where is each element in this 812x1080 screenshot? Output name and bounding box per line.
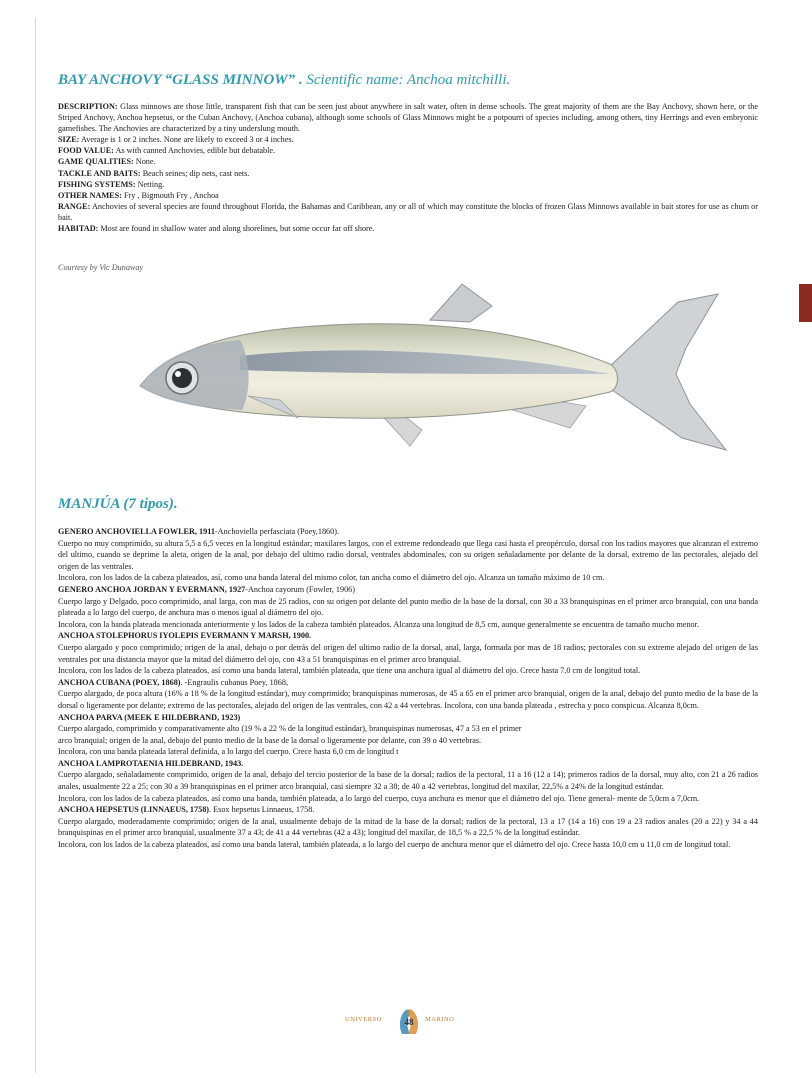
genus-description: arco branquial; origen de la anal, debajo del punto medio de la base de la dorsal o ligeramente por delante, con 39 o 40 vertebras.	[58, 735, 482, 745]
info-label: RANGE:	[58, 201, 91, 211]
footer-brand-right: MARINO	[425, 1016, 455, 1023]
genus-heading	[58, 677, 758, 689]
info-line	[58, 179, 758, 190]
info-text: Most are found in shallow water and along shorelines, but some occur far off shore.	[98, 224, 375, 234]
info-text: As with canned Anchovies, edible but debatable.	[113, 146, 276, 156]
info-label: FISHING SYSTEMS:	[58, 179, 136, 189]
info-label: SIZE:	[58, 135, 80, 145]
genus-description: Cuerpo alargado, moderadamente comprimido; origen de la anal, usualmente debajo de la mitad de la base de la dorsal; radios de la pectoral, 13 a 17 (14 a 16) con 19 a 23 radios anales (20 a 22) y 34 a 44 branquispinas en el primer arco branquial, usualmente 37 a 43; de 41 a 44 vertebras (42 a 43); longitud del maxilar, de 18,5 % a 22,5 % de la longitud estándar.	[58, 816, 758, 838]
section-subtitle: MANJÚA (7 tipos).	[58, 496, 178, 512]
info-text: Netting.	[135, 179, 165, 189]
anchovy-illustration	[130, 278, 730, 468]
genus-synonym: . -Engraulis cubanus Poey, 1868,	[180, 677, 288, 687]
info-text: Fry , Bigmouth Fry , Anchoa	[121, 190, 219, 200]
info-line	[58, 101, 758, 134]
genus-description: Incolora, con los lados de la cabeza plateados, así como una banda lateral, también plateada, a lo largo del cuerpo de anchura menor que el diámetro del ojo. Crece hasta 10,0 cm u 11,0 cm de longitud total.	[58, 840, 731, 850]
genus-heading	[58, 630, 758, 642]
genus-name: ANCHOA STOLEPHORUS IYOLEPIS EVERMANN Y MARSH, 1900.	[58, 631, 312, 641]
genus-heading	[58, 712, 758, 724]
genus-name: ANCHOA HEPSETUS (LINNAEUS, 1758)	[58, 805, 210, 815]
info-label: GAME QUALITIES:	[58, 157, 134, 167]
info-label: OTHER NAMES:	[58, 190, 122, 200]
genus-description: Cuerpo alargado, señaladamente comprimido, origen de la anal, debajo del tercio posterior de la base de la dorsal; radios de la pectoral, 11 a 16 (12 a 14); primeros radios de la dorsal, muy alto, con 21 a 26 radios anales, usualmente 22 a 25; con 30 a 39 branquispinas en el primer arco branquial, casi siempre 32 a 38; de 40 a 42 vertebras, longitud del maxilar, 22,5% a 24% de la longitud estándar.	[58, 770, 758, 792]
title-scientific-name: Scientific name: Anchoa mitchilli.	[302, 72, 511, 88]
section-tab	[799, 284, 812, 322]
info-line	[58, 145, 758, 156]
genus-description: Cuerpo alargado y poco comprimido; origen de la anal, debajo o por detrás del origen del ultimo radio de la dorsal, anal, larga, formada por mas de 18 radios; pectorales con su extreme alejado del origen de las ventrales por una distancia mayor que la mitad del diámetro del ojo, con 43 a 51 branquispinas en el primer arco branquial.	[58, 642, 758, 664]
info-line	[58, 190, 758, 201]
genus-name: ANCHOA PARVA (MEEK E HILDEBRAND, 1923)	[58, 712, 241, 722]
genus-name: GENERO ANCHOA JORDAN Y EVERMANN, 1927	[58, 584, 246, 594]
info-line	[58, 201, 758, 223]
page-number: 48	[404, 1017, 414, 1027]
info-text: Beach seines; dip nets, cast nets.	[140, 168, 250, 178]
genus-name: ANCHOA LAMPROTAENIA HILDEBRAND, 1943.	[58, 758, 244, 768]
genus-description: Cuerpo alargado, de poca altura (16% a 18 % de la longitud estándar), muy comprimido; branquispinas numerosas, de 45 a 65 en el primer arco branquial, origen de la anal, debajo del punto medio de la base de la dorsal o ligeramente por delante; extremo de las pectorales, alejado del origen de las ventrales, con 42 a 44 vertebras. Incolora, con una banda plateada , estrecha y poco conspicua. Alcanza 8,0cm.	[58, 689, 758, 710]
genus-heading	[58, 758, 758, 770]
genus-name: ANCHOA CUBANA (POEY, 1868)	[58, 677, 181, 687]
info-label: DESCRIPTION:	[58, 102, 118, 111]
genus-description: Incolora, con la banda plateada mencionada anteriormente y los lados de la cabeza también plateados. Alcanza una longitud de 8,5 cm, aunque generalmente se encuentra de tamaño mucho menor.	[58, 619, 699, 629]
info-text: Average is 1 or 2 inches. None are likely to exceed 3 or 4 inches.	[79, 135, 294, 145]
info-text: Glass minnows are those little, transparent fish that can be seen just about anywhere in salt water, often in dense schools. The great majority of them are the Bay Anchovy, shown here, or the Striped Anchovy, Anchoa hepsetus, or the Cuban Anchovy, (Anchoa cubana), although some schools of Glass Minnows might be a potpourri of species including, among others, tiny Herrings and even embryonic gamefishes. The Anchovies are characterized by a tiny underslung mouth.	[58, 102, 758, 134]
info-label: HABITAD:	[58, 224, 99, 234]
genus-description: Incolora, con una banda plateada lateral definida, a lo largo del cuerpo. Crece hasta 6,0 cm de longitud t	[58, 747, 399, 757]
species-info	[58, 101, 758, 234]
genus-description: Cuerpo alargado, comprimido y comparativamente alto (19 % a 22 % de la longitud estándar), branquispinas numerosas, 47 a 53 en el primer	[58, 724, 522, 734]
title-common-name: BAY ANCHOVY “GLASS MINNOW” .	[58, 72, 303, 88]
info-text: Anchovies of several species are found throughout Florida, the Bahamas and Caribbean, any or all of which may constitute the blocks of frozen Glass Minnows available in bait stores for use as chum or bait.	[58, 201, 758, 222]
info-line	[58, 168, 758, 179]
genus-synonym: . Esox hepsetus Linnaeus, 1758.	[209, 805, 315, 815]
genus-description: Cuerpo no muy comprimido, su altura 5,5 a 6,5 veces en la longitud estándar; maxilares largos, con el extreme redondeado que llega casi hasta el preopérculo, dorsal con los radios mayores que alcanzan el extremo del ultimo, cuando se deprime la aleta, origen de la anal, por debajo del ultimo radio dorsal, ventrales abdominales, con su origen señaladamente por delante de la dorsal, extremo de las pectorales, alejado del origen de las ventrales.	[58, 538, 758, 571]
info-line	[58, 156, 758, 167]
genus-heading	[58, 804, 758, 816]
genera-list	[58, 526, 758, 851]
genus-description: Incolora, con los lados de la cabeza plateados, así como una banda, también plateada, a lo largo del cuerpo, cuya anchura es menor que el diámetro del ojo. Tiene general- mente de 5,0cm a 7,0cm.	[58, 793, 700, 803]
genus-heading	[58, 584, 758, 596]
footer-brand-left: UNIVERSO	[345, 1016, 382, 1023]
genus-heading	[58, 526, 758, 538]
genus-name: GENERO ANCHOVIELLA FOWLER, 1911	[58, 527, 215, 536]
info-label: FOOD VALUE:	[58, 146, 114, 156]
image-credit: Courtesy by Vic Dunaway	[58, 263, 144, 272]
page-title	[58, 72, 758, 89]
page-margin-line	[35, 18, 36, 1073]
info-line	[58, 223, 758, 234]
genus-synonym: -Anchoa cayorum (Fowler, 1906)	[245, 584, 355, 594]
genus-description: Incolora, con los lados de la cabeza plateados, así como una banda lateral, también plateada, que tiene una anchura igual al diámetro del ojo. Crece hasta 7,0 cm de longitud total.	[58, 666, 641, 676]
genus-description: Cuerpo largo y Delgado, poco comprimido, anal larga, con mas de 25 radios, con su origen por delante del punto medio de la base de la dorsal, con 30 a 33 branquispinas en el primer arco branquial, con una banda plateada a lo largo del cuerpo, de anchura mas o menos igual al diámetro del ojo.	[58, 596, 758, 618]
info-line	[58, 134, 758, 145]
info-text: None.	[133, 157, 156, 167]
page-footer	[0, 1012, 812, 1042]
genus-synonym: -Anchoviella perfasciata (Poey,1860).	[214, 527, 340, 536]
info-label: TACKLE AND BAITS:	[58, 168, 141, 178]
genus-description: Incolora, con los lados de la cabeza plateados, así, como una banda lateral del mismo color, tan ancha como el diámetro del ojo. Alcanza un tamaño máximo de 10 cm.	[58, 573, 605, 583]
